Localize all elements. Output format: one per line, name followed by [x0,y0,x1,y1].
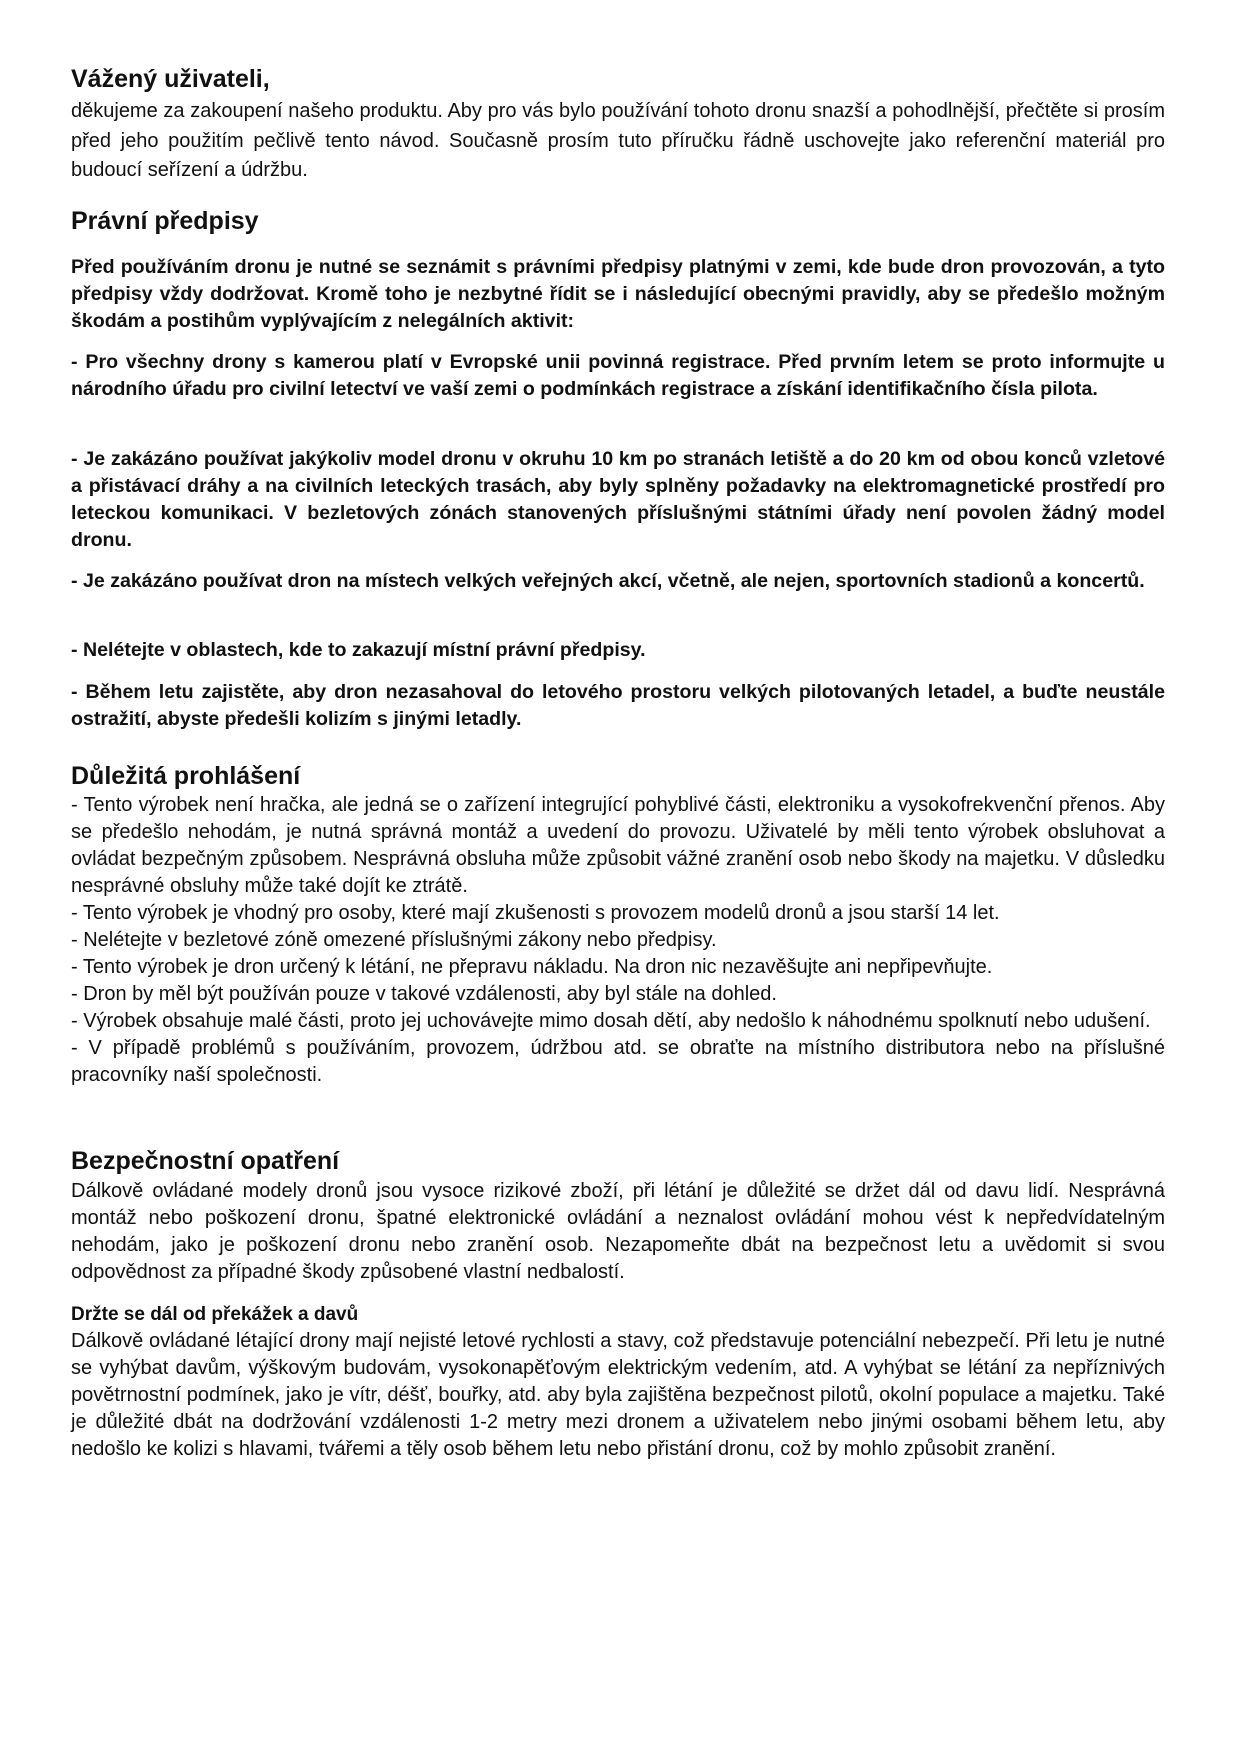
legal-rule: - Je zakázáno používat dron na místech velkých veřejných akcí, včetně, ale nejen, sportovních stadionů a koncertů. [71,570,1145,592]
safety-heading: Bezpečnostní opatření [71,1147,340,1175]
legal-rule: - Je zakázáno používat jakýkoliv model dronu v okruhu 10 km po stranách letiště a do 20 km od obou konců vzletové a přistávací dráhy a na civilních leteckých trasách, aby byly splněny požadavky na elektromagnetické prostředí pro leteckou komunikaci. V bezletových zónách stanovených příslušnými státními úřady není povolen žádný model dronu. [71,448,1165,551]
declaration-item: - Tento výrobek není hračka, ale jedná se o zařízení integrující pohyblivé části, elektroniku a vysokofrekvenční přenos. Aby se předešlo nehodám, je nutná správná montáž a uvedení do provozu. Uživatelé by měli tento výrobek obsluhovat a ovládat bezpečným způsobem. Nesprávná obsluha může způsobit vážné zranění osob nebo škody na majetku. V důsledku nesprávné obsluhy může také dojít ke ztrátě. [71,794,1165,897]
declaration-item: - Nelétejte v bezletové zóně omezené příslušnými zákony nebo předpisy. [71,929,717,951]
declaration-item: - Tento výrobek je vhodný pro osoby, které mají zkušenosti s provozem modelů dronů a jsou starší 14 let. [71,902,1000,924]
declaration-item: - Výrobek obsahuje malé části, proto jej uchovávejte mimo dosah dětí, aby nedošlo k náhodnému spolknutí nebo udušení. [71,1010,1151,1032]
legal-intro-paragraph: Před používáním dronu je nutné se seznámit s právními předpisy platnými v zemi, kde bude dron provozován, a tyto předpisy vždy dodržovat. Kromě toho je nezbytné řídit se i následující obecnými pravidly, aby se předešlo možným škodám a postihům vyplývajícím z nelegálních aktivit: [71,256,1165,332]
declaration-item: - Tento výrobek je dron určený k létání, ne přepravu nákladu. Na dron nic nezavěšujte ani nepřipevňujte. [71,956,993,978]
safety-subheading: Držte se dál od překážek a davů [71,1304,359,1325]
declaration-item: - Dron by měl být používán pouze v takové vzdálenosti, aby byl stále na dohled. [71,983,777,1005]
legal-rule: - Během letu zajistěte, aby dron nezasahoval do letového prostoru velkých pilotovaných letadel, a buďte neustále ostražití, abyste předešli kolizím s jinými letadly. [71,681,1165,730]
declarations-heading: Důležitá prohlášení [71,762,301,790]
declarations-list [71,792,1165,1089]
legal-rule: - Pro všechny drony s kamerou platí v Evropské unii povinná registrace. Před prvním letem se proto informujte u národního úřadu pro civilní letectví ve vaší zemi o podmínkách registrace a získání identifikačního čísla pilota. [71,351,1165,400]
greeting-title: Vážený uživateli, [71,65,270,93]
legal-rule: - Nelétejte v oblastech, kde to zakazují místní právní předpisy. [71,639,646,661]
greeting-paragraph: děkujeme za zakoupení našeho produktu. Aby pro vás bylo používání tohoto dronu snazší a pohodlnější, přečtěte si prosím před jeho použitím pečlivě tento návod. Současně prosím tuto příručku řádně uschovejte jako referenční materiál pro budoucí seřízení a údržbu. [71,100,1165,181]
declaration-item: - V případě problémů s používáním, provozem, údržbou atd. se obraťte na místního distributora nebo na příslušné pracovníky naší společnosti. [71,1037,1165,1086]
safety-paragraph: Dálkově ovládané modely dronů jsou vysoce rizikové zboží, při létání je důležité se držet dál od davu lidí. Nesprávná montáž nebo poškození dronu, špatné elektronické ovládání a neznalost ovládání mohou vést k nepředvídatelným nehodám, jako je poškození dronu nebo zranění osob. Nezapomeňte dbát na bezpečnost letu a uvědomit si svou odpovědnost za případné škody způsobené vlastní nedbalostí. [71,1180,1165,1283]
legal-heading: Právní předpisy [71,207,259,235]
safety-sub-paragraph: Dálkově ovládané létající drony mají nejisté letové rychlosti a stavy, což představuje potenciální nebezpečí. Při letu je nutné se vyhýbat davům, výškovým budovám, vysokonapěťovým elektrickým vedením, atd. A vyhýbat se létání za nepříznivých povětrnostní podmínek, jako je vítr, déšť, bouřky, atd. aby byla zajištěna bezpečnost pilotů, okolní populace a majetku. Také je důležité dbát na dodržování vzdálenosti 1-2 metry mezi dronem a uživatelem nebo jinými osobami během letu, aby nedošlo ke kolizi s hlavami, tvářemi a těly osob během letu nebo přistání dronu, což by mohlo způsobit zranění. [71,1330,1165,1460]
